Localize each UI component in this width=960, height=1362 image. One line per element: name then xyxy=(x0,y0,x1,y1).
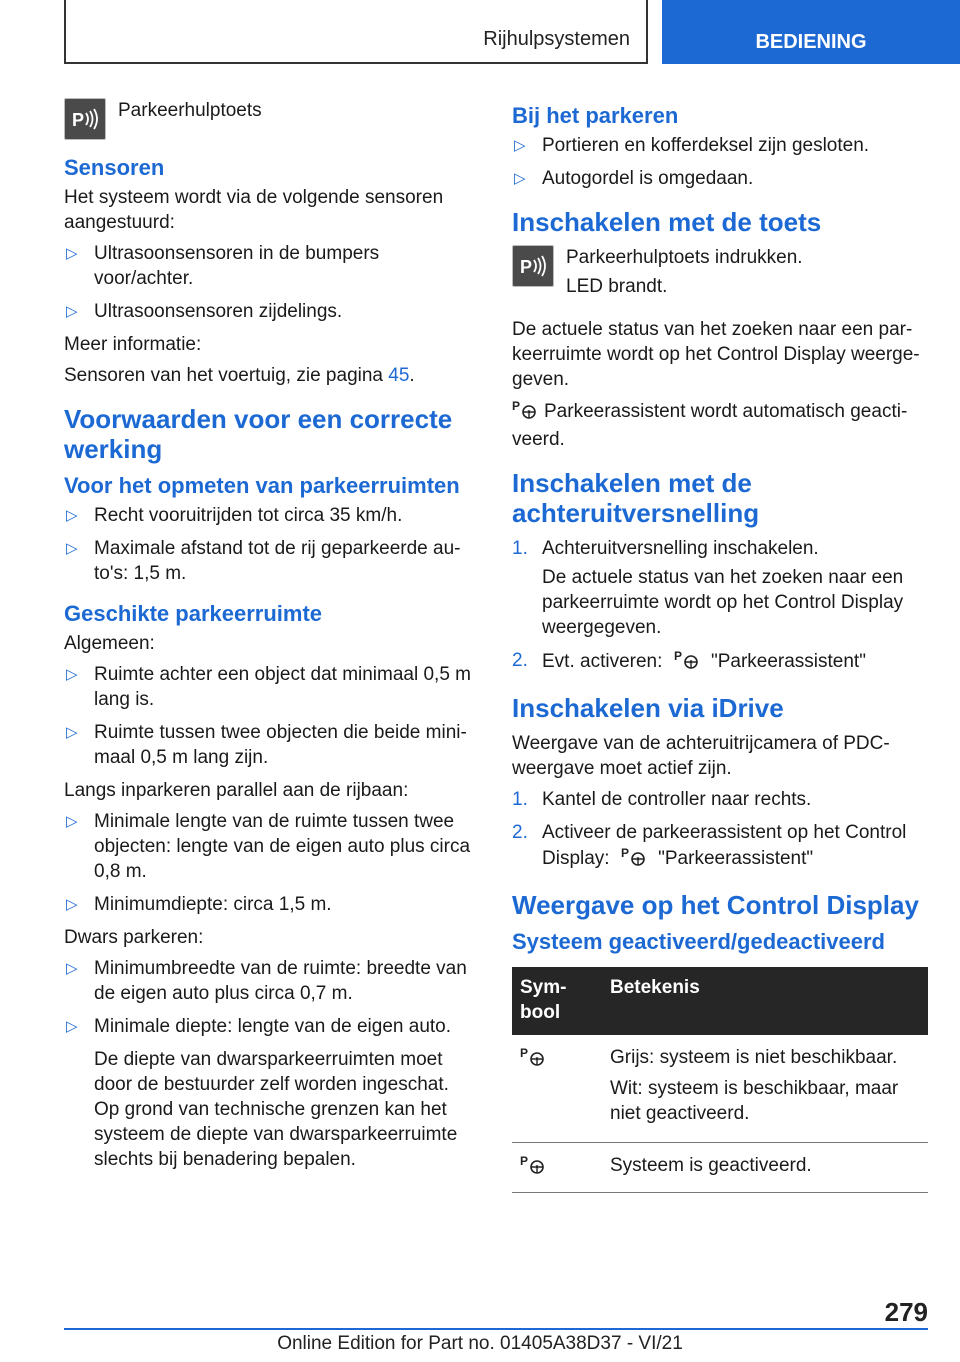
page-number: 279 xyxy=(884,1297,928,1327)
heading-bij-parkeren: Bij het parkeren xyxy=(512,103,679,128)
section-title: Rijhulpsystemen xyxy=(483,28,630,50)
table-cell: Wit: systeem is beschikbaar, maar niet geactiveerd. xyxy=(610,1078,899,1124)
dwars-note: De diepte van dwarsparkeerruimten moet door de bestuurder zelf worden ingeschat. Op grond van technische grenzen kan het systeem de diepte van dwarsparkeerruimte slechts bij benadering bepalen. xyxy=(94,1049,458,1170)
bullet-triangle-icon: ▷ xyxy=(66,896,78,913)
toets-para: De actuele status van het zoeken naar een par-keerruimte wordt op het Control Display weerge-geven. xyxy=(512,319,920,390)
parking-assist-button-icon xyxy=(64,98,106,140)
symbol-table xyxy=(512,967,928,1193)
idrive-intro: Weergave van de achteruitrijcamera of PDC-weergave moet actief zijn. xyxy=(512,733,890,779)
bullet-triangle-icon: ▷ xyxy=(66,303,78,320)
parking-button-row xyxy=(64,98,476,140)
list-item: 1. Achteruitversnelling inschakelen. De actuele status van het zoeken naar een parkeerruimte wordt op het Control Display weergegeven. xyxy=(512,538,904,638)
parking-assist-button-icon xyxy=(512,245,554,287)
heading-sensoren: Sensoren xyxy=(64,155,165,180)
list-item: ▷ Minimale lengte van de ruimte tussen twee objecten: lengte van de eigen auto plus circa 0,8 m. xyxy=(66,811,471,882)
table-header-symbol: Sym-bool xyxy=(512,967,602,1035)
opmeten-list xyxy=(64,503,476,586)
bullet-triangle-icon: ▷ xyxy=(66,960,78,977)
sensoren-intro: Het systeem wordt via de volgende sensoren aangestuurd: xyxy=(64,187,444,233)
table-header-row xyxy=(512,967,928,1035)
svg-text:P: P xyxy=(520,257,533,277)
bullet-triangle-icon: ▷ xyxy=(66,245,78,262)
footer-divider xyxy=(64,1328,928,1330)
led-status: LED brandt. xyxy=(566,276,668,297)
table-row xyxy=(512,1143,928,1193)
parking-assistant-icon xyxy=(520,1046,546,1072)
heading-idrive: Inschakelen via iDrive xyxy=(512,693,784,723)
table-row xyxy=(512,1035,928,1143)
list-item: ▷ Ultrasoonsensoren zijdelings. xyxy=(66,301,343,322)
table-cell: Grijs: systeem is niet beschikbaar. xyxy=(610,1047,898,1068)
heading-toets: Inschakelen met de toets xyxy=(512,207,822,237)
list-item: 2. Evt. activeren: P "Parkeerassistent" xyxy=(512,648,928,677)
bullet-triangle-icon: ▷ xyxy=(66,507,78,524)
heading-opmeten: Voor het opmeten van parkeerruimten xyxy=(64,473,460,498)
svg-text:P: P xyxy=(512,399,521,413)
list-item: ▷ Minimumdiepte: circa 1,5 m. xyxy=(66,894,332,915)
heading-systeem-status: Systeem geactiveerd/gedeactiveerd xyxy=(512,929,885,954)
svg-text:P: P xyxy=(72,110,85,130)
bullet-triangle-icon: ▷ xyxy=(66,540,78,557)
bullet-triangle-icon: ▷ xyxy=(66,666,78,683)
algemeen-label: Algemeen: xyxy=(64,633,155,654)
achteruit-steps xyxy=(512,536,928,677)
parking-assistant-icon xyxy=(512,398,538,427)
svg-text:P: P xyxy=(620,846,629,860)
bullet-triangle-icon: ▷ xyxy=(66,813,78,830)
langs-list xyxy=(64,809,476,917)
algemeen-list xyxy=(64,662,476,770)
page-link[interactable]: 45 xyxy=(388,365,410,386)
chapter-tab[interactable]: BEDIENING xyxy=(662,0,960,64)
list-item: ▷ Recht vooruitrijden tot circa 35 km/h. xyxy=(66,505,403,526)
dwars-list xyxy=(64,956,476,1172)
auto-activation: P Parkeerassistent wordt automatisch geacti-veerd. xyxy=(512,399,908,450)
sensoren-list xyxy=(64,241,476,324)
langs-label: Langs inparkeren parallel aan de rijbaan: xyxy=(64,780,409,801)
heading-geschikte: Geschikte parkeerruimte xyxy=(64,601,323,626)
parking-assistant-icon xyxy=(674,648,700,677)
bullet-triangle-icon: ▷ xyxy=(66,724,78,741)
table-cell: Systeem is geactiveerd. xyxy=(610,1155,812,1176)
parking-assistant-icon xyxy=(621,845,647,874)
parking-button-label: Parkeerhulptoets xyxy=(118,100,262,121)
heading-weergave: Weergave op het Control Display xyxy=(512,890,919,920)
svg-text:P: P xyxy=(673,649,682,663)
left-column xyxy=(64,98,476,1180)
toets-row xyxy=(512,245,928,303)
list-item: ▷ Autogordel is omgedaan. xyxy=(514,168,754,189)
bullet-triangle-icon: ▷ xyxy=(514,170,526,187)
svg-text:P: P xyxy=(520,1046,529,1060)
dwars-label: Dwars parkeren: xyxy=(64,927,204,948)
parking-assistant-active-icon xyxy=(520,1154,546,1180)
edition-note: Online Edition for Part no. 01405A38D37 - VI/21 xyxy=(277,1333,683,1354)
list-item: ▷ Ultrasoonsensoren in de bumpers voor/achter. xyxy=(66,243,380,289)
list-item: ▷ Ruimte achter een object dat minimaal 0,5 m lang is. xyxy=(66,664,472,710)
right-column xyxy=(512,98,928,1193)
list-item: 1. Kantel de controller naar rechts. xyxy=(512,789,812,810)
heading-achteruit: Inschakelen met de achteruitversnelling xyxy=(512,468,760,528)
list-item: ▷ Maximale afstand tot de rij geparkeerde au-to's: 1,5 m. xyxy=(66,538,461,584)
idrive-steps xyxy=(512,787,928,874)
more-info-label: Meer informatie: xyxy=(64,334,202,355)
list-item: ▷ Ruimte tussen twee objecten die beide mini-maal 0,5 m lang zijn. xyxy=(66,722,467,768)
page-reference: Sensoren van het voertuig, zie pagina 45. xyxy=(64,365,415,386)
table-header-meaning: Betekenis xyxy=(602,967,928,1035)
toets-step: Parkeerhulptoets indrukken. xyxy=(566,247,803,268)
list-item: ▷ Minimale diepte: lengte van de eigen auto. De diepte van dwarsparkeerruimten moet door de bestuurder zelf worden ingeschat. Op grond van technische grenzen kan het systeem de diepte van dwarsparkeerruimte slechts bij benadering bepalen. xyxy=(64,1014,476,1172)
bij-parkeren-list xyxy=(512,133,928,191)
list-item: ▷ Portieren en kofferdeksel zijn gesloten. xyxy=(514,135,870,156)
list-item: 2. Activeer de parkeerassistent op het Control Display: P "Parkeerassistent" xyxy=(512,820,928,874)
bullet-triangle-icon: ▷ xyxy=(514,137,526,154)
list-item: ▷ Minimumbreedte van de ruimte: breedte van de eigen auto plus circa 0,7 m. xyxy=(66,958,467,1004)
svg-text:P: P xyxy=(520,1154,529,1168)
heading-voorwaarden: Voorwaarden voor een correcte werking xyxy=(64,404,453,464)
bullet-triangle-icon: ▷ xyxy=(66,1018,78,1035)
